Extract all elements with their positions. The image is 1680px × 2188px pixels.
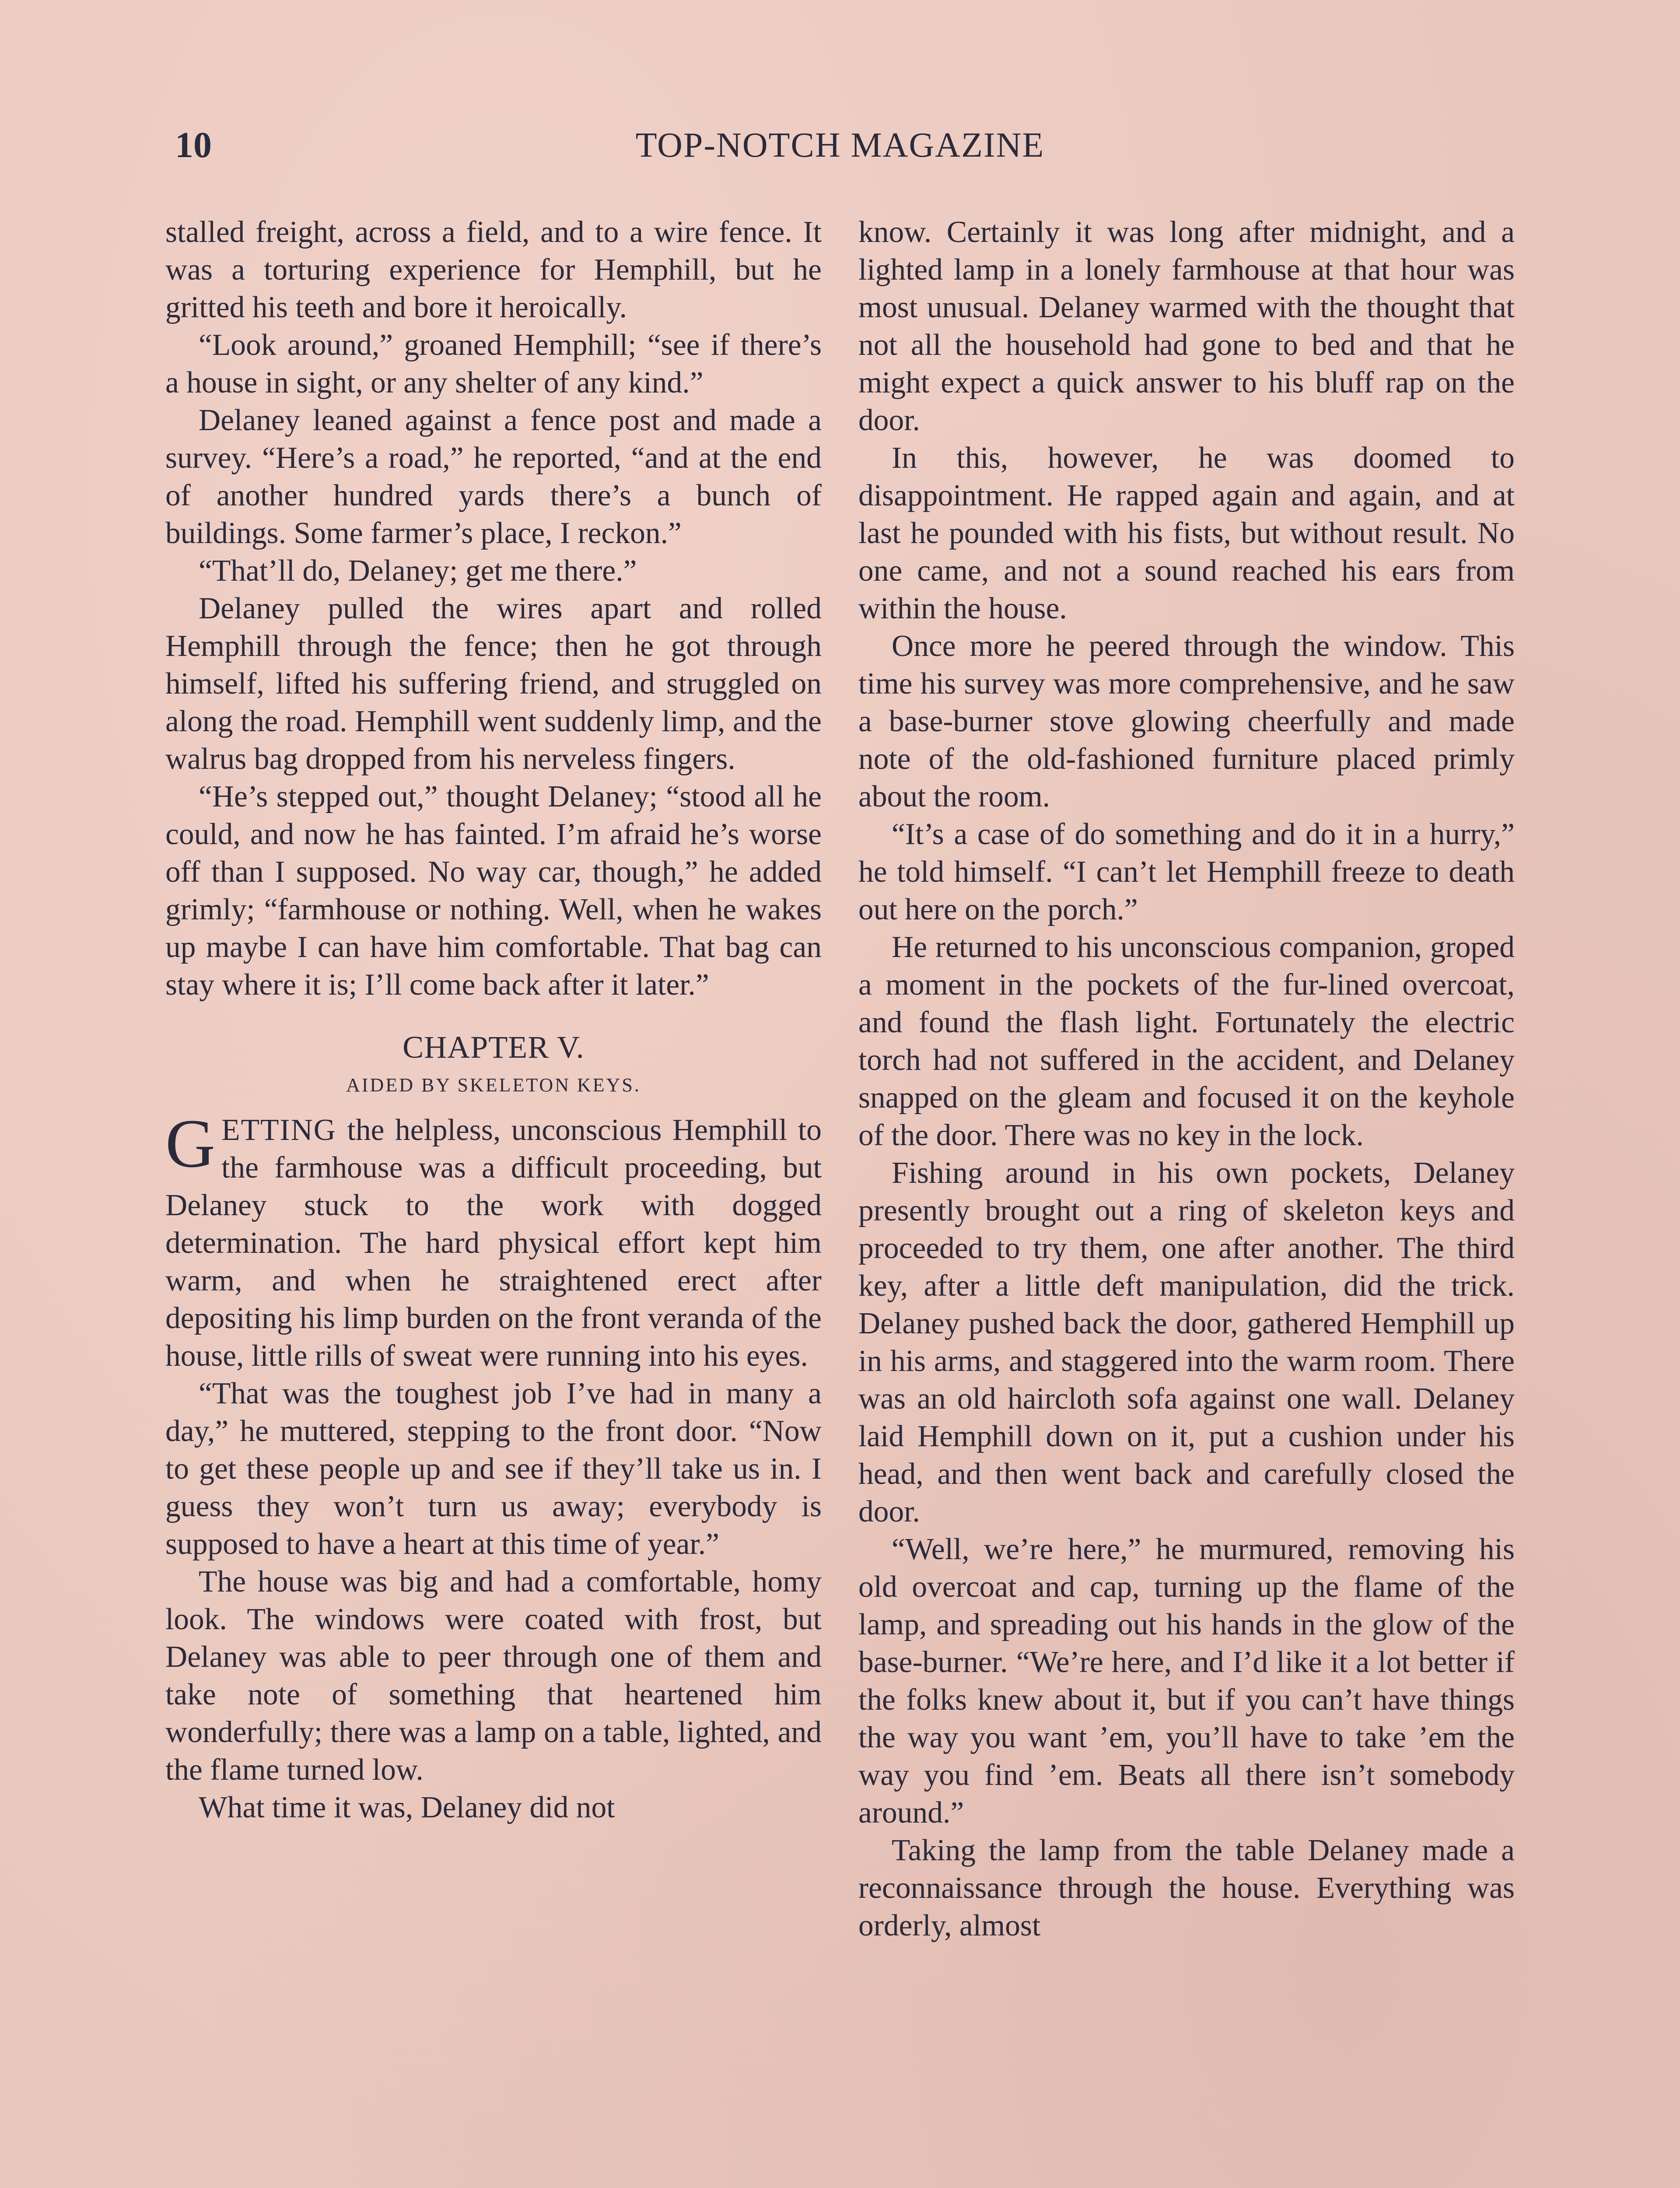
chapter-opening-paragraph: [165, 1105, 822, 1375]
paragraph: “That was the toughest job I’ve had in many a day,” he muttered, stepping to the front door. “Now to get these people up and see if they’ll take us in. I guess they won’t turn us away; everybody is supposed to have a heart at this time of year.”: [165, 1377, 822, 1561]
paragraph: “That’ll do, Delaney; get me there.”: [199, 554, 637, 588]
paragraph: The house was big and had a comfortable, homy look. The windows were coated with frost, but Delaney was able to peer through one of them and take note of something that heartened him wonderfully; there was a lamp on a table, lighted, and the flame turned low.: [165, 1565, 822, 1787]
paragraph: Fishing around in his own pockets, Delaney presently brought out a ring of skeleton keys and proceeded to try them, one after another. The third key, after a little deft manipulation, did the trick. Delaney pushed back the door, gathered Hemphill up in his arms, and staggered into the warm room. There was an old haircloth sofa against one wall. Delaney laid Hemphill down on it, put a cushion under his head, and then went back and carefully closed the door.: [858, 1156, 1515, 1529]
chapter-title: CHAPTER V.: [402, 1030, 584, 1065]
paragraph: “It’s a case of do something and do it in a hurry,” he told himself. “I can’t let Hemphill freeze to death out here on the porch.”: [858, 817, 1515, 926]
paragraph: stalled freight, across a field, and to a wire fence. It was a torturing experience for Hemphill, but he gritted his teeth and bore it heroically.: [165, 215, 822, 324]
paragraph: He returned to his unconscious companion, groped a moment in the pockets of the fur-lined overcoat, and found the flash light. Fortunately the electric torch had not suffered in the accident, and Delaney snapped on the gleam and focused it on the keyhole of the door. There was no key in the lock.: [858, 930, 1515, 1152]
drop-cap: G: [165, 1105, 216, 1182]
paragraph: Delaney leaned against a fence post and made a survey. “Here’s a road,” he reported, “and at the end of another hundred yards there’s a bunch of buildings. Some farmer’s place, I reckon.”: [165, 403, 822, 550]
paragraph: Once more he peered through the window. This time his survey was more comprehensive, and he saw a base-burner stove glowing cheerfully and made note of the old-fashioned furniture placed primly about the room.: [858, 629, 1515, 813]
right-column: [858, 214, 1515, 1945]
chapter-subtitle: AIDED BY SKELETON KEYS.: [346, 1074, 641, 1096]
paragraph: “Well, we’re here,” he murmured, removing his old overcoat and cap, turning up the flame of the lamp, and spreading out his hands in the glow of the base-burner. “We’re here, and I’d like it a lot better if the folks knew about it, but if you can’t have things the way you want ’em, you’ll have to take ’em the way you find ’em. Beats all there isn’t somebody around.”: [858, 1532, 1515, 1830]
opening-word: ETTING: [221, 1113, 336, 1147]
paragraph: In this, however, he was doomed to disappointment. He rapped again and again, and at last he pounded with his fists, but without result. No one came, and not a sound reached his ears from within the house.: [858, 441, 1515, 625]
left-column: [165, 214, 822, 1827]
paragraph: What time it was, Delaney did not: [199, 1791, 615, 1824]
paragraph: know. Certainly it was long after midnight, and a lighted lamp in a lonely farmhouse at that hour was most unusual. Delaney warmed with the thought that not all the household had gone to bed and that he might expect a quick answer to his bluff rap on the door.: [858, 215, 1515, 437]
paragraph: Delaney pulled the wires apart and rolled Hemphill through the fence; then he got through himself, lifted his suffering friend, and struggled on along the road. Hemphill went suddenly limp, and the walrus bag dropped from his nerveless fingers.: [165, 592, 822, 776]
paragraph: “Look around,” groaned Hemphill; “see if there’s a house in sight, or any shelter of any kind.”: [165, 328, 822, 400]
page-number: 10: [175, 125, 212, 165]
paragraph: Taking the lamp from the table Delaney made a reconnaissance through the house. Everything was orderly, almost: [858, 1834, 1515, 1943]
paragraph-text: the helpless, unconscious Hemphill to the farmhouse was a difficult proceeding, but Delaney stuck to the work with dogged determination. The hard physical effort kept him warm, and when he straightened erect after depositing his limp burden on the front veranda of the house, little rills of sweat were running into his eyes.: [165, 1113, 822, 1373]
running-head: TOP-NOTCH MAGAZINE: [635, 126, 1045, 165]
paragraph: “He’s stepped out,” thought Delaney; “stood all he could, and now he has fainted. I’m afraid he’s worse off than I supposed. No way car, though,” he added grimly; “farmhouse or nothing. Well, when he wakes up maybe I can have him comfortable. That bag can stay where it is; I’ll come back after it later.”: [165, 780, 822, 1002]
